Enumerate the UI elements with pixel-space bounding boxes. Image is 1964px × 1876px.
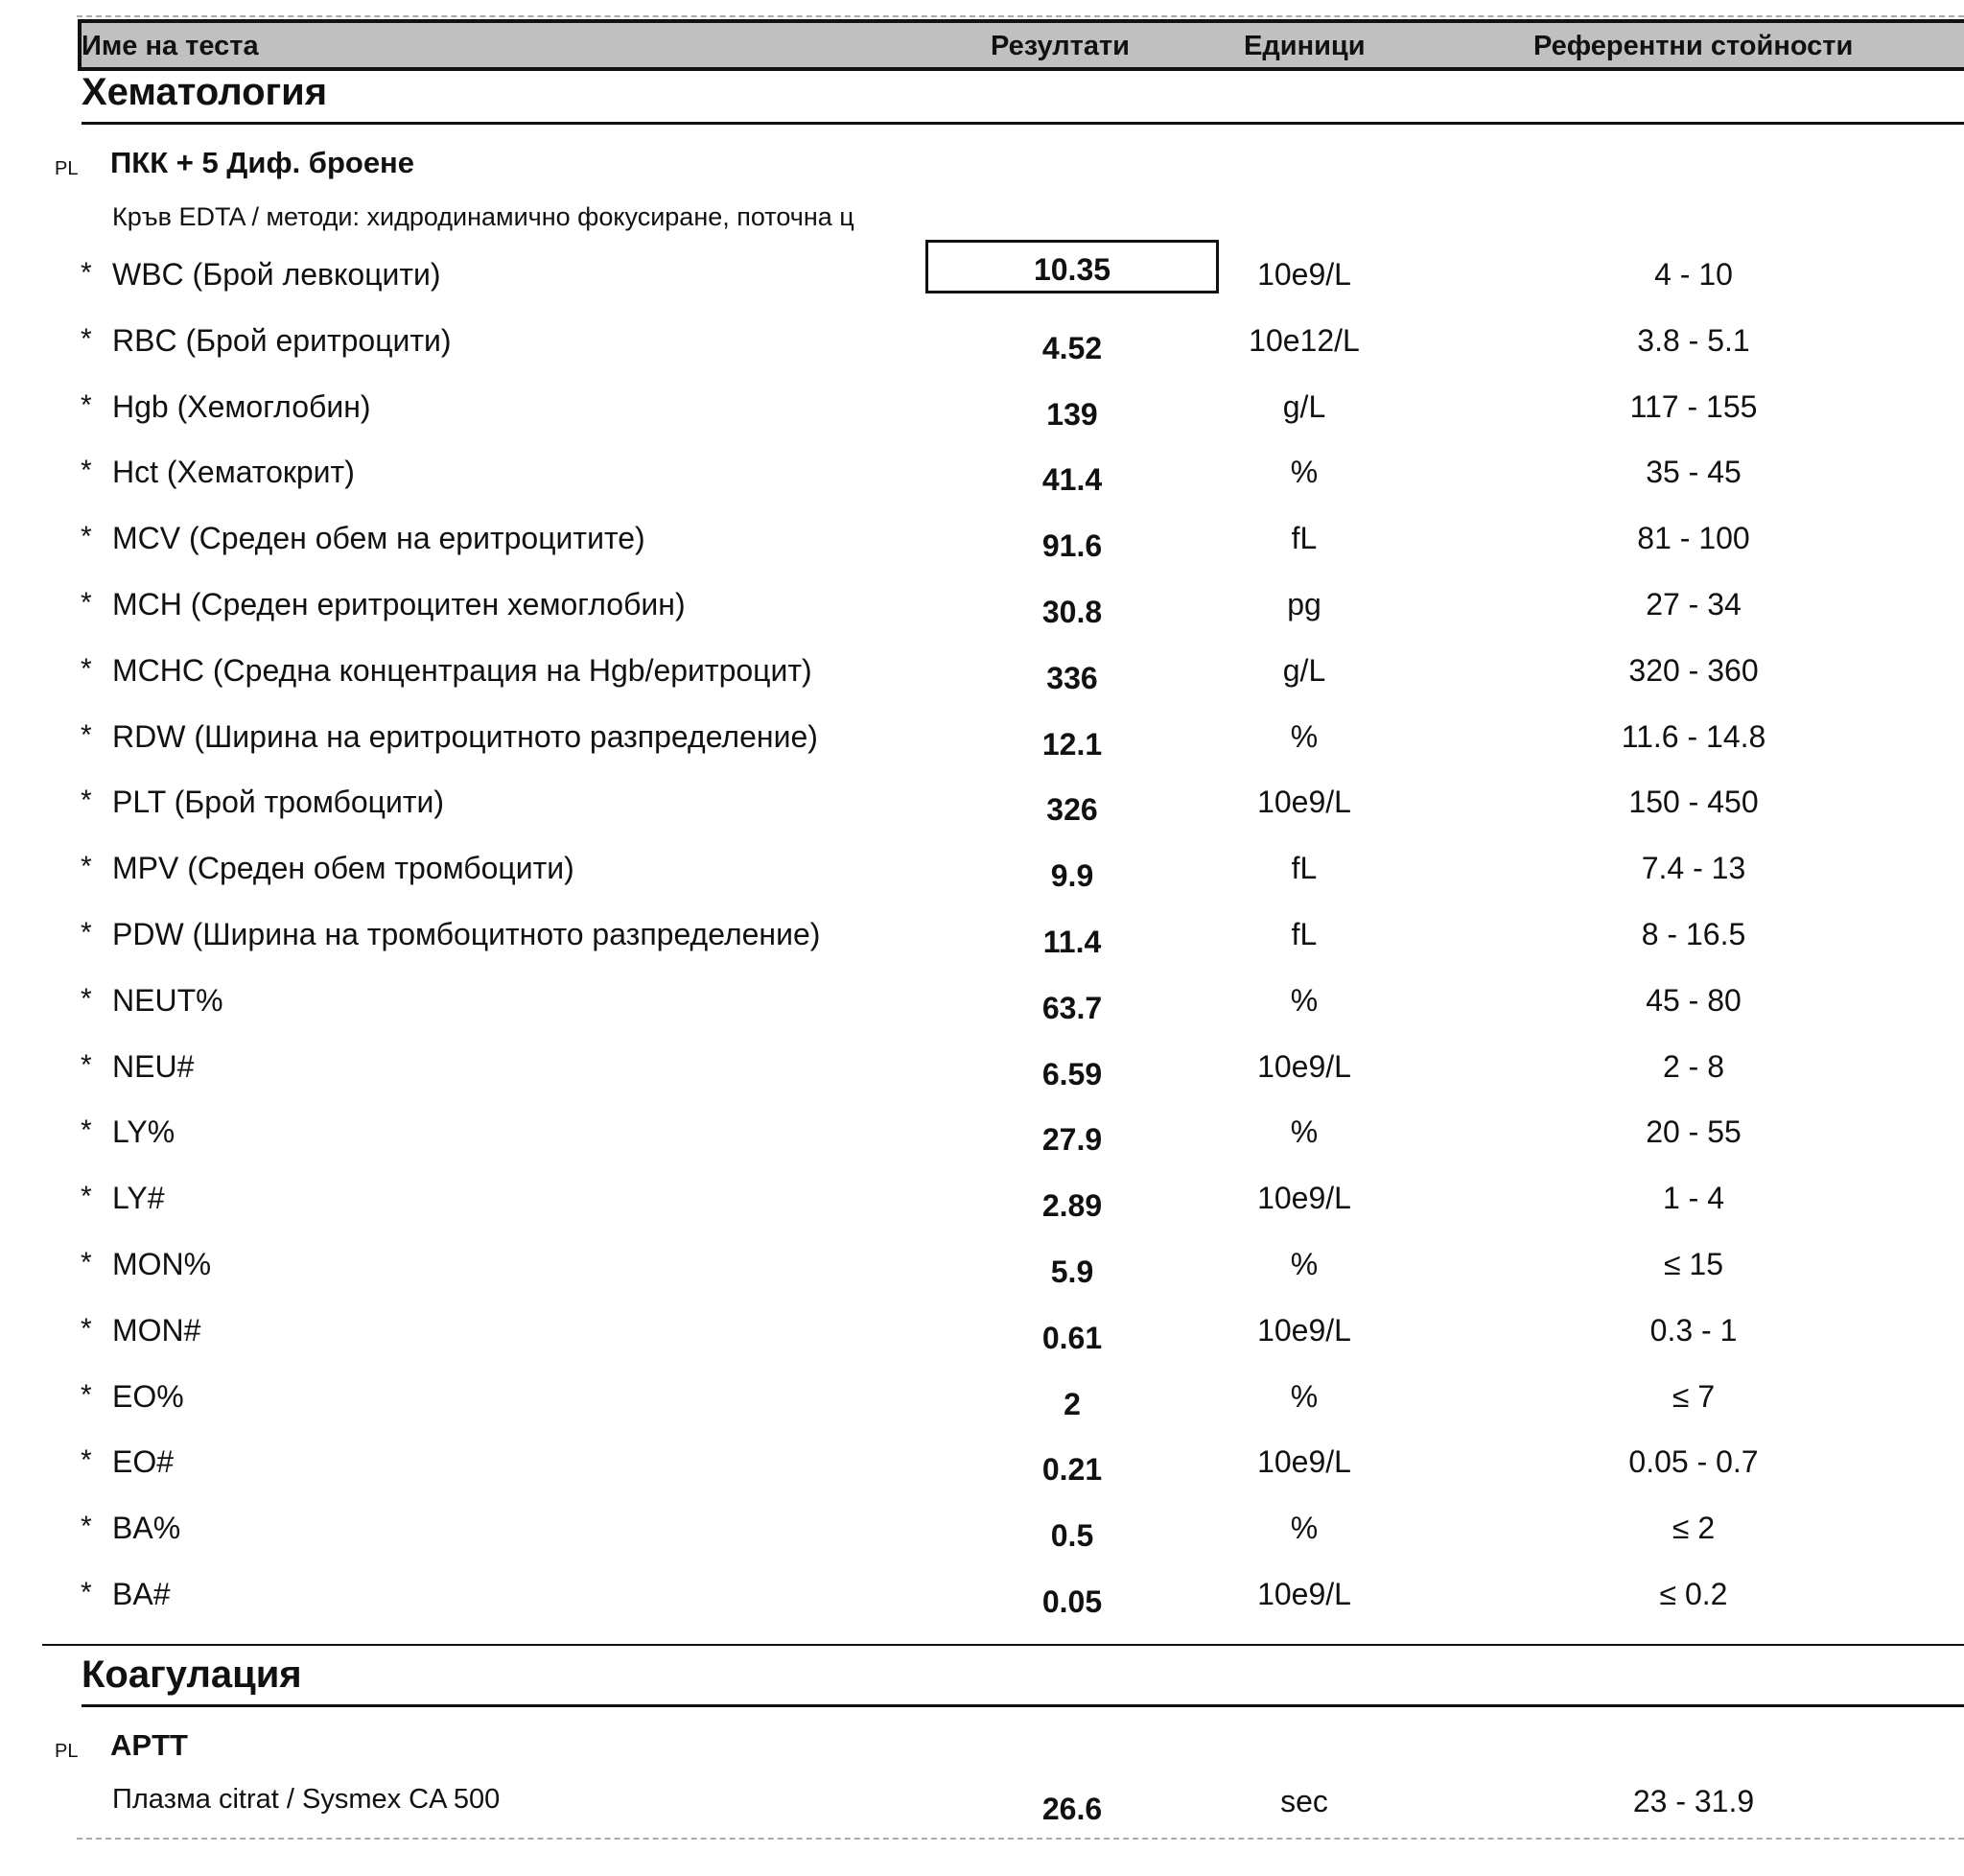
table-row xyxy=(0,1049,1964,1107)
test-unit: 10e9/L xyxy=(1257,257,1351,292)
required-mark: * xyxy=(81,1181,92,1213)
test-result: 0.5 xyxy=(1050,1518,1094,1554)
test-unit: g/L xyxy=(1282,652,1326,688)
test-unit: % xyxy=(1290,1247,1319,1281)
section-rule xyxy=(82,1704,1964,1707)
test-unit: 10e9/L xyxy=(1257,1444,1351,1480)
test-name: BA# xyxy=(112,1577,171,1611)
required-mark: * xyxy=(81,652,92,685)
test-name: Hgb (Хемоглобин) xyxy=(112,388,371,424)
test-result: 0.61 xyxy=(1041,1320,1103,1355)
table-row xyxy=(0,1444,1964,1502)
test-unit: fL xyxy=(1291,917,1318,951)
section-title-coagulation: Коагулация xyxy=(82,1653,302,1696)
test-reference: 0.05 - 0.7 xyxy=(1628,1444,1759,1480)
required-mark: * xyxy=(81,982,92,1015)
test-reference: 81 - 100 xyxy=(1637,521,1750,556)
test-unit: fL xyxy=(1291,851,1318,886)
test-reference: ≤ 0.2 xyxy=(1659,1577,1728,1611)
test-result: 4.52 xyxy=(1041,330,1103,365)
test-reference: 3.8 - 5.1 xyxy=(1637,322,1750,358)
group-title-aptt: APTT xyxy=(110,1728,188,1762)
required-mark: * xyxy=(81,1247,92,1278)
test-result: 0.05 xyxy=(1041,1584,1103,1619)
test-name: EO% xyxy=(112,1378,184,1414)
test-name: MON% xyxy=(112,1247,212,1281)
test-unit: % xyxy=(1290,1114,1319,1150)
test-result: 2.89 xyxy=(1041,1188,1103,1224)
required-mark: * xyxy=(81,1048,92,1081)
table-row xyxy=(0,1511,1964,1568)
required-mark: * xyxy=(81,587,92,619)
test-unit: pg xyxy=(1287,587,1321,621)
table-row xyxy=(0,1247,1964,1304)
table-row xyxy=(0,1784,1964,1841)
section-separator xyxy=(42,1644,1964,1646)
test-name: MCHC (Средна концентрация на Hgb/еритроцит) xyxy=(112,652,812,688)
table-row xyxy=(0,587,1964,645)
table-header xyxy=(78,19,1964,71)
required-mark: * xyxy=(81,521,92,553)
required-mark: * xyxy=(81,718,92,751)
test-reference: 11.6 - 14.8 xyxy=(1621,718,1766,754)
header-reference: Референтни стойности xyxy=(1533,31,1854,61)
test-result: 10.35 xyxy=(925,240,1219,293)
table-row xyxy=(0,1577,1964,1634)
section-title-hematology: Хематология xyxy=(82,71,328,113)
required-mark: * xyxy=(81,1378,92,1411)
test-name: LY# xyxy=(112,1181,165,1216)
test-name: MON# xyxy=(112,1312,201,1348)
test-unit: g/L xyxy=(1282,388,1326,424)
pl-badge: PL xyxy=(55,158,79,179)
test-name: RDW (Ширина на еритроцитното разпределение) xyxy=(112,718,818,754)
group-title-cbc: ПКК + 5 Диф. броене xyxy=(110,146,415,179)
header-test-name: Име на теста xyxy=(82,31,259,61)
table-row xyxy=(0,252,1964,315)
table-row xyxy=(0,521,1964,578)
test-name: MCV (Среден обем на еритроцитите) xyxy=(112,521,645,556)
test-reference: 117 - 155 xyxy=(1629,388,1758,424)
required-mark: * xyxy=(81,455,92,487)
test-reference: 27 - 34 xyxy=(1646,587,1742,621)
test-reference: 320 - 360 xyxy=(1628,652,1759,688)
test-unit: 10e12/L xyxy=(1249,322,1360,358)
table-row xyxy=(0,455,1964,512)
test-reference: 35 - 45 xyxy=(1646,455,1742,490)
test-reference: ≤ 2 xyxy=(1672,1511,1716,1546)
test-unit: 10e9/L xyxy=(1257,1181,1351,1216)
test-name: PLT (Брой тромбоцити) xyxy=(112,785,445,820)
table-row xyxy=(0,851,1964,908)
test-unit: sec xyxy=(1280,1784,1328,1818)
test-result: 27.9 xyxy=(1041,1122,1103,1158)
header-results: Резултати xyxy=(991,31,1130,61)
test-reference: 20 - 55 xyxy=(1646,1114,1742,1150)
test-result: 9.9 xyxy=(1050,858,1094,894)
test-result: 336 xyxy=(1046,660,1098,695)
required-mark: * xyxy=(81,785,92,817)
test-unit: % xyxy=(1290,982,1319,1018)
test-unit: % xyxy=(1290,1511,1319,1546)
test-unit: % xyxy=(1290,718,1319,754)
table-row xyxy=(0,1181,1964,1238)
test-reference: 23 - 31.9 xyxy=(1632,1784,1755,1818)
table-row xyxy=(0,1313,1964,1371)
required-mark: * xyxy=(81,1312,92,1345)
test-name: RBC (Брой еритроцити) xyxy=(112,322,452,358)
required-mark: * xyxy=(81,917,92,949)
test-result: 11.4 xyxy=(1042,925,1102,959)
test-result: 139 xyxy=(1046,396,1098,432)
required-mark: * xyxy=(81,322,92,355)
table-row xyxy=(0,983,1964,1041)
test-result: 26.6 xyxy=(1041,1792,1103,1826)
test-reference: ≤ 7 xyxy=(1672,1378,1716,1414)
table-row xyxy=(0,389,1964,447)
test-name: MPV (Среден обем тромбоцити) xyxy=(112,851,574,886)
test-unit: 10e9/L xyxy=(1257,1312,1351,1348)
test-reference: 45 - 80 xyxy=(1646,982,1742,1018)
test-name: EO# xyxy=(112,1444,175,1480)
table-row xyxy=(0,1114,1964,1172)
test-name: WBC (Брой левкоцити) xyxy=(112,257,441,292)
required-mark: * xyxy=(81,1114,92,1147)
test-name: NEU# xyxy=(112,1048,195,1084)
test-name: NEUT% xyxy=(112,982,223,1018)
test-unit: fL xyxy=(1291,521,1318,556)
test-unit: 10e9/L xyxy=(1257,1577,1351,1611)
test-result: 6.59 xyxy=(1041,1056,1103,1091)
required-mark: * xyxy=(81,1444,92,1477)
test-reference: 150 - 450 xyxy=(1628,785,1759,820)
test-result: 91.6 xyxy=(1041,528,1103,564)
test-result: 30.8 xyxy=(1041,595,1103,629)
test-result: 63.7 xyxy=(1041,990,1103,1025)
required-mark: * xyxy=(81,257,92,289)
required-mark: * xyxy=(81,1511,92,1543)
test-reference: 8 - 16.5 xyxy=(1641,917,1746,951)
section-rule xyxy=(82,122,1964,125)
test-name: BA% xyxy=(112,1511,181,1546)
test-unit: 10e9/L xyxy=(1257,1048,1351,1084)
test-reference: 0.3 - 1 xyxy=(1649,1312,1738,1348)
bottom-dotted-separator xyxy=(77,1838,1964,1840)
table-row xyxy=(0,323,1964,381)
test-name: Плазма citrat / Sysmex CA 500 xyxy=(112,1784,501,1815)
table-row xyxy=(0,917,1964,974)
top-dotted-separator xyxy=(77,15,1964,17)
test-result: 5.9 xyxy=(1050,1255,1094,1289)
test-name: LY% xyxy=(112,1114,175,1150)
test-reference: ≤ 15 xyxy=(1663,1247,1724,1281)
test-result: 12.1 xyxy=(1041,726,1103,762)
test-result: 41.4 xyxy=(1041,462,1103,498)
required-mark: * xyxy=(81,1577,92,1608)
group-method: Кръв EDTA / методи: хидродинамично фокусиране, поточна ц xyxy=(112,202,854,231)
pl-badge: PL xyxy=(55,1741,79,1762)
table-row xyxy=(0,719,1964,777)
table-row xyxy=(0,1379,1964,1437)
header-units: Единици xyxy=(1244,31,1366,61)
required-mark: * xyxy=(81,851,92,883)
test-unit: % xyxy=(1290,455,1319,490)
test-unit: 10e9/L xyxy=(1257,785,1351,820)
test-result: 2 xyxy=(1064,1386,1081,1421)
test-name: PDW (Ширина на тромбоцитното разпределение) xyxy=(112,917,821,951)
test-name: MCH (Среден еритроцитен хемоглобин) xyxy=(112,587,686,621)
table-row xyxy=(0,653,1964,711)
table-row xyxy=(0,785,1964,842)
test-reference: 2 - 8 xyxy=(1662,1048,1725,1084)
test-result: 0.21 xyxy=(1041,1452,1103,1488)
test-reference: 1 - 4 xyxy=(1662,1181,1725,1216)
required-mark: * xyxy=(81,388,92,421)
test-unit: % xyxy=(1290,1378,1319,1414)
test-reference: 7.4 - 13 xyxy=(1641,851,1746,886)
test-name: Hct (Хематокрит) xyxy=(112,455,355,490)
test-result: 326 xyxy=(1046,792,1098,828)
test-reference: 4 - 10 xyxy=(1654,257,1733,292)
